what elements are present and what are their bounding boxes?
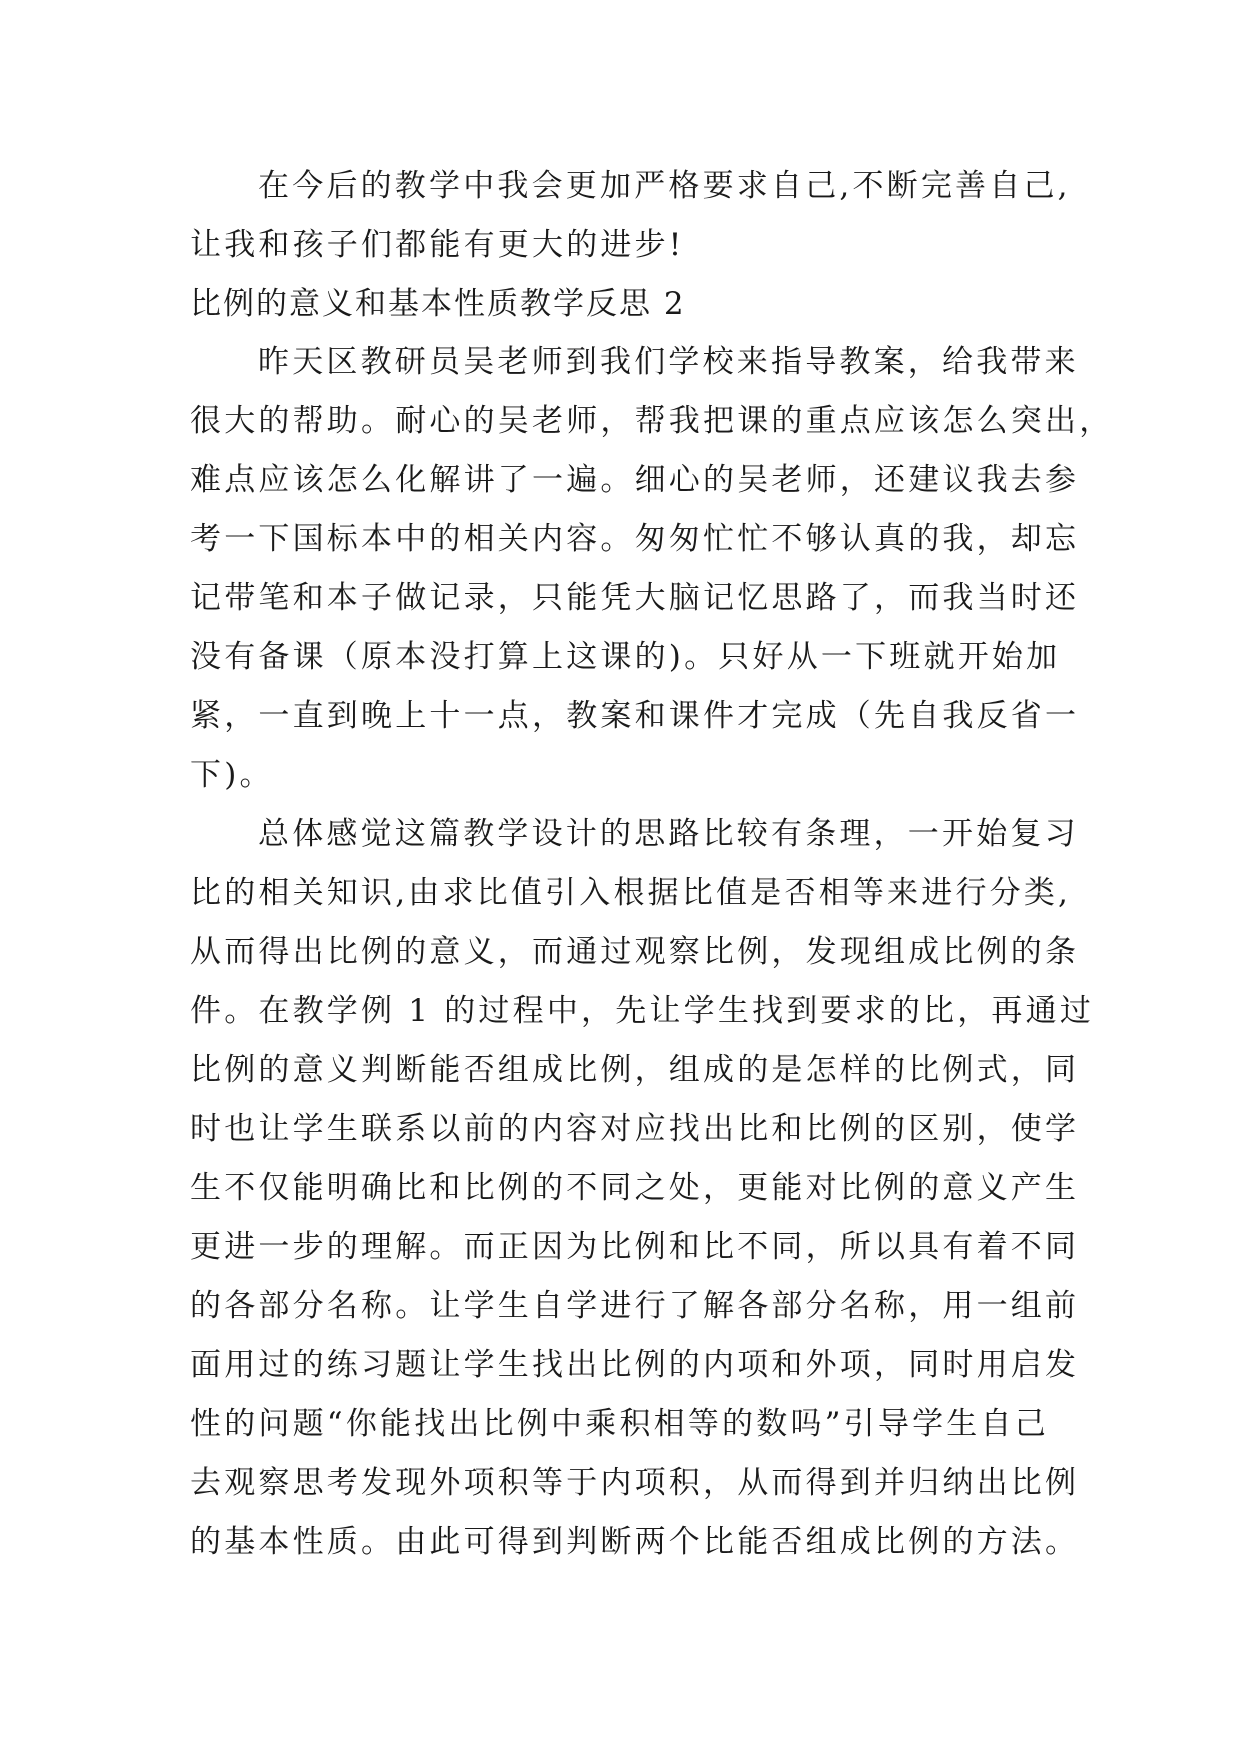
- paragraph-3-line-4: 件。在教学例 1 的过程中，先让学生找到要求的比，再通过: [190, 993, 1095, 1029]
- paragraph-2-line-1: 昨天区教研员吴老师到我们学校来指导教案，给我带来: [258, 344, 1079, 380]
- paragraph-2-line-3: 难点应该怎么化解讲了一遍。细心的吴老师，还建议我去参: [190, 462, 1080, 498]
- paragraph-2-line-8: 下)。: [190, 757, 274, 793]
- paragraph-3-line-3: 从而得出比例的意义，而通过观察比例，发现组成比例的条: [190, 934, 1080, 970]
- paragraph-3-line-10: 面用过的练习题让学生找出比例的内项和外项，同时用启发: [190, 1347, 1080, 1383]
- paragraph-2-line-5: 记带笔和本子做记录，只能凭大脑记忆思路了，而我当时还: [190, 580, 1080, 616]
- paragraph-3-line-9: 的各部分名称。让学生自学进行了解各部分名称，用一组前: [190, 1288, 1080, 1324]
- paragraph-3-line-2: 比的相关知识,由求比值引入根据比值是否相等来进行分类,: [190, 875, 1072, 911]
- paragraph-3-line-8: 更进一步的理解。而正因为比例和比不同，所以具有着不同: [190, 1229, 1080, 1265]
- paragraph-2-line-4: 考一下国标本中的相关内容。匆匆忙忙不够认真的我，却忘: [190, 521, 1080, 557]
- paragraph-1-line-2: 让我和孩子们都能有更大的进步!: [190, 227, 685, 263]
- paragraph-3-line-13: 的基本性质。由此可得到判断两个比能否组成比例的方法。: [190, 1524, 1080, 1560]
- paragraph-2-line-7: 紧，一直到晚上十一点，教案和课件才完成（先自我反省一: [190, 698, 1080, 734]
- paragraph-2-line-6: 没有备课（原本没打算上这课的)。只好从一下班就开始加: [190, 639, 1061, 675]
- paragraph-3-line-6: 时也让学生联系以前的内容对应找出比和比例的区别，使学: [190, 1111, 1080, 1147]
- paragraph-3-line-5: 比例的意义判断能否组成比例，组成的是怎样的比例式，同: [190, 1052, 1080, 1088]
- paragraph-3-line-1: 总体感觉这篇教学设计的思路比较有条理，一开始复习: [258, 816, 1079, 852]
- paragraph-3-line-12: 去观察思考发现外项积等于内项积，从而得到并归纳出比例: [190, 1465, 1080, 1501]
- paragraph-3-line-11: 性的问题“你能找出比例中乘积相等的数吗”引导学生自己: [190, 1406, 1049, 1442]
- section-heading: 比例的意义和基本性质教学反思 2: [190, 286, 686, 322]
- paragraph-3-line-7: 生不仅能明确比和比例的不同之处，更能对比例的意义产生: [190, 1170, 1080, 1206]
- paragraph-2-line-2: 很大的帮助。耐心的吴老师，帮我把课的重点应该怎么突出，: [190, 403, 1114, 439]
- paragraph-1-line-1: 在今后的教学中我会更加严格要求自己,不断完善自己,: [258, 168, 1071, 204]
